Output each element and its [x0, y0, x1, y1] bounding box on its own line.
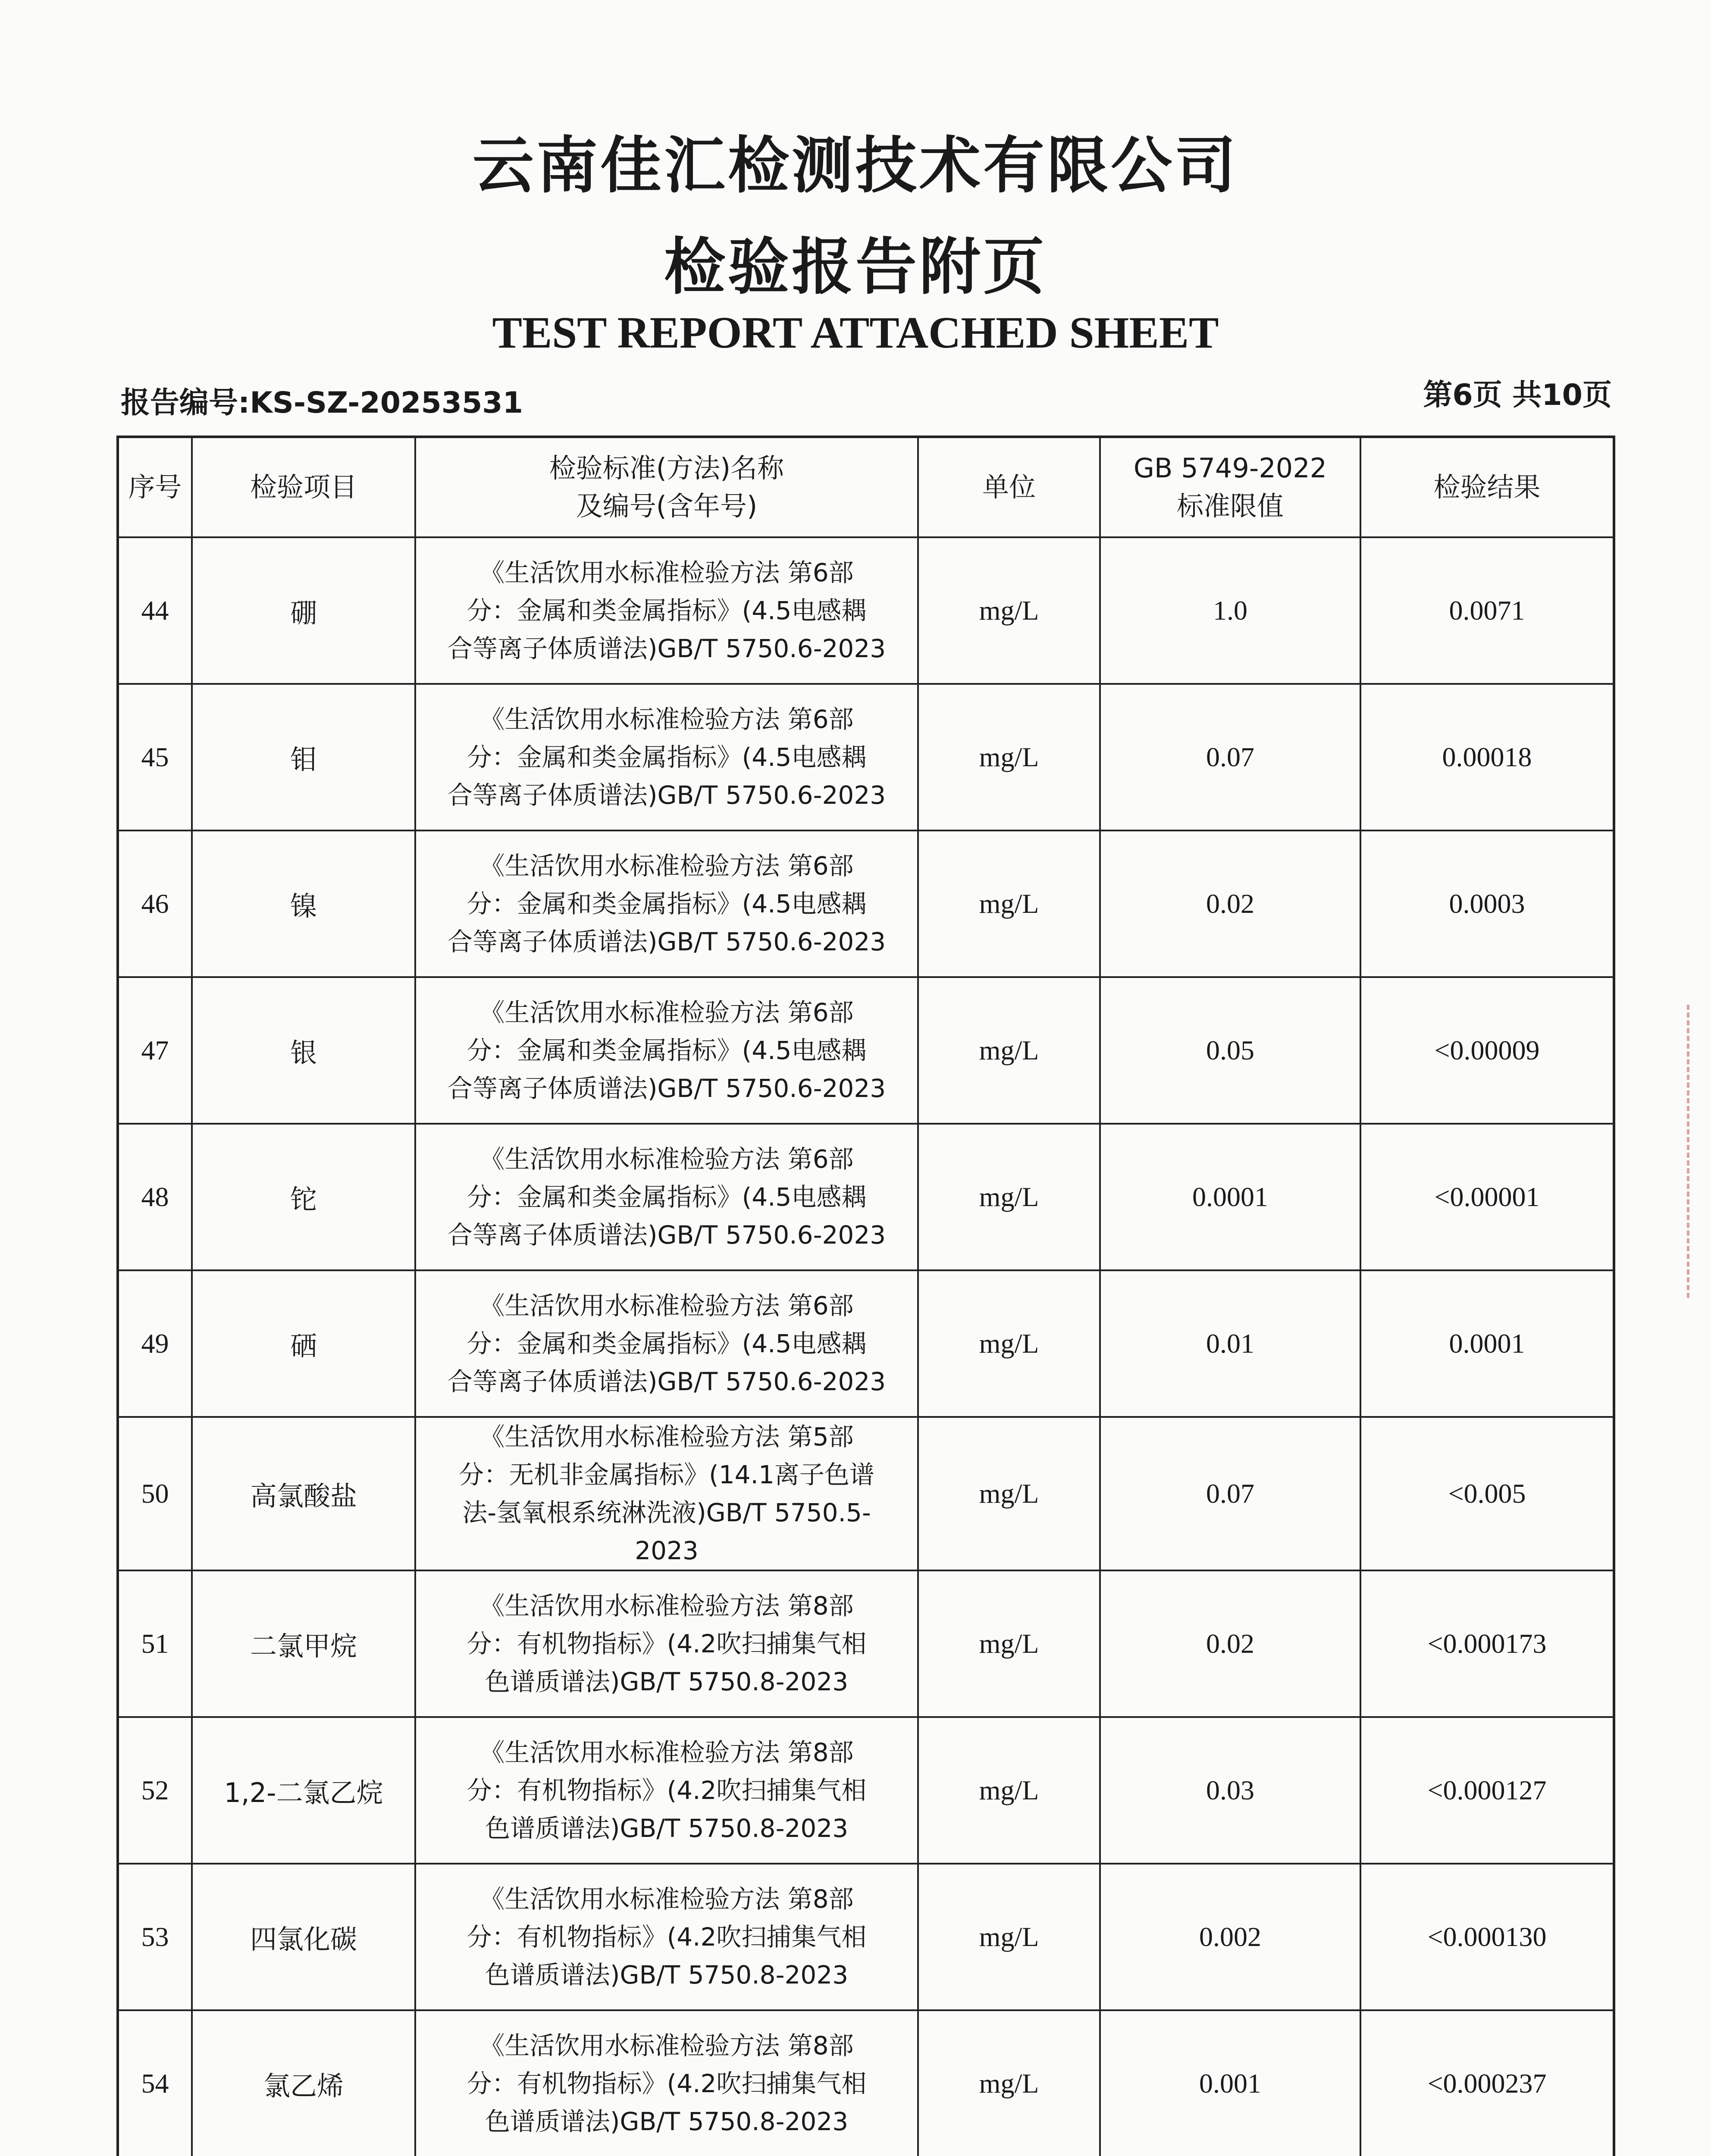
standard-line: 分：有机物指标》(4.2吹扫捕集气相 — [467, 1776, 867, 1805]
cell-unit: mg/L — [918, 1124, 1100, 1270]
standard-line: 色谱质谱法)GB/T 5750.8-2023 — [485, 1960, 849, 1990]
cell-standard — [415, 1124, 918, 1270]
cell-result: <0.00009 — [1360, 977, 1614, 1124]
standard-line: 合等离子体质谱法)GB/T 5750.6-2023 — [447, 1220, 886, 1250]
standard-line: 色谱质谱法)GB/T 5750.8-2023 — [485, 1667, 849, 1696]
cell-result: 0.0003 — [1360, 830, 1614, 977]
col-header-limit-line2: 标准限值 — [1176, 490, 1284, 522]
standard-line: 分：有机物指标》(4.2吹扫捕集气相 — [467, 2069, 867, 2098]
col-header-item: 检验项目 — [192, 437, 415, 537]
cell-item: 四氯化碳 — [192, 1864, 415, 2010]
cell-limit: 0.0001 — [1100, 1124, 1360, 1270]
standard-line: 合等离子体质谱法)GB/T 5750.6-2023 — [447, 780, 886, 810]
table-row — [118, 1717, 1614, 1864]
col-header-limit-line1: GB 5749-2022 — [1133, 452, 1327, 484]
cell-unit: mg/L — [918, 1717, 1100, 1864]
standard-line: 合等离子体质谱法)GB/T 5750.6-2023 — [447, 927, 886, 956]
cell-limit: 0.07 — [1100, 1417, 1360, 1570]
table-header-row — [118, 437, 1614, 537]
cell-item: 硼 — [192, 537, 415, 684]
cell-standard — [415, 537, 918, 684]
cell-index: 53 — [118, 1864, 192, 2010]
cell-result: 0.0001 — [1360, 1270, 1614, 1417]
table-row — [118, 1864, 1614, 2010]
table-row — [118, 537, 1614, 684]
standard-line: 法-氢氧根系统淋洗液)GB/T 5750.5- — [462, 1498, 871, 1527]
standard-line: 分：金属和类金属指标》(4.5电感耦 — [467, 743, 867, 772]
standard-line: 分：有机物指标》(4.2吹扫捕集气相 — [467, 1629, 867, 1658]
cell-result: <0.000127 — [1360, 1717, 1614, 1864]
cell-item: 镍 — [192, 830, 415, 977]
standard-line: 《生活饮用水标准检验方法 第6部 — [479, 558, 854, 587]
standard-line: 《生活饮用水标准检验方法 第8部 — [479, 2031, 854, 2060]
cell-standard — [415, 684, 918, 830]
cell-index: 50 — [118, 1417, 192, 1570]
standard-line: 分：金属和类金属指标》(4.5电感耦 — [467, 1036, 867, 1065]
standard-line: 分：无机非金属指标》(14.1离子色谱 — [459, 1460, 874, 1489]
cell-item: 二氯甲烷 — [192, 1570, 415, 1717]
cell-item: 银 — [192, 977, 415, 1124]
cell-item: 1,2-二氯乙烷 — [192, 1717, 415, 1864]
cell-limit: 0.02 — [1100, 1570, 1360, 1717]
standard-line: 《生活饮用水标准检验方法 第8部 — [479, 1591, 854, 1620]
col-header-unit: 单位 — [918, 437, 1100, 537]
cell-item: 氯乙烯 — [192, 2010, 415, 2156]
cell-item: 硒 — [192, 1270, 415, 1417]
cell-unit: mg/L — [918, 2010, 1100, 2156]
standard-line: 合等离子体质谱法)GB/T 5750.6-2023 — [447, 634, 886, 663]
table-row — [118, 2010, 1614, 2156]
standard-line: 《生活饮用水标准检验方法 第6部 — [479, 1144, 854, 1174]
report-number: 报告编号:KS-SZ-20253531 — [121, 386, 523, 420]
cell-standard — [415, 1864, 918, 2010]
col-header-standard-line2: 及编号(含年号) — [576, 490, 758, 522]
col-header-result: 检验结果 — [1360, 437, 1614, 537]
table-row — [118, 830, 1614, 977]
cell-limit: 0.001 — [1100, 2010, 1360, 2156]
standard-line: 分：有机物指标》(4.2吹扫捕集气相 — [467, 1922, 867, 1952]
standard-line: 合等离子体质谱法)GB/T 5750.6-2023 — [447, 1074, 886, 1103]
col-header-standard — [415, 437, 918, 537]
cell-result: <0.000237 — [1360, 2010, 1614, 2156]
cell-limit: 1.0 — [1100, 537, 1360, 684]
cell-limit: 0.07 — [1100, 684, 1360, 830]
standard-line: 《生活饮用水标准检验方法 第6部 — [479, 1291, 854, 1320]
cell-index: 45 — [118, 684, 192, 830]
cell-index: 47 — [118, 977, 192, 1124]
report-title-cn: 检验报告附页 — [664, 232, 1047, 303]
cell-result: <0.000173 — [1360, 1570, 1614, 1717]
cell-unit: mg/L — [918, 977, 1100, 1124]
standard-line: 《生活饮用水标准检验方法 第5部 — [479, 1422, 854, 1451]
standard-line: 《生活饮用水标准检验方法 第6部 — [479, 705, 854, 734]
standard-line: 《生活饮用水标准检验方法 第6部 — [479, 851, 854, 881]
cell-result: 0.0071 — [1360, 537, 1614, 684]
standard-line: 分：金属和类金属指标》(4.5电感耦 — [467, 889, 867, 918]
table-row — [118, 1270, 1614, 1417]
cell-standard — [415, 830, 918, 977]
table-row — [118, 977, 1614, 1124]
cell-standard — [415, 977, 918, 1124]
cell-unit: mg/L — [918, 537, 1100, 684]
cell-item: 铊 — [192, 1124, 415, 1270]
cell-index: 48 — [118, 1124, 192, 1270]
results-table — [116, 436, 1615, 2156]
cell-result: <0.00001 — [1360, 1124, 1614, 1270]
cell-unit: mg/L — [918, 684, 1100, 830]
cell-unit: mg/L — [918, 1417, 1100, 1570]
cell-standard — [415, 2010, 918, 2156]
cell-unit: mg/L — [918, 1864, 1100, 2010]
cell-result: 0.00018 — [1360, 684, 1614, 830]
standard-line: 合等离子体质谱法)GB/T 5750.6-2023 — [447, 1367, 886, 1396]
standard-line: 《生活饮用水标准检验方法 第8部 — [479, 1738, 854, 1767]
table-row — [118, 1570, 1614, 1717]
cell-limit: 0.05 — [1100, 977, 1360, 1124]
standard-line: 色谱质谱法)GB/T 5750.8-2023 — [485, 1814, 849, 1843]
cell-limit: 0.02 — [1100, 830, 1360, 977]
cell-item: 钼 — [192, 684, 415, 830]
report-title-en: TEST REPORT ATTACHED SHEET — [492, 308, 1219, 357]
cell-unit: mg/L — [918, 830, 1100, 977]
cell-limit: 0.03 — [1100, 1717, 1360, 1864]
standard-line: 分：金属和类金属指标》(4.5电感耦 — [467, 1182, 867, 1212]
cell-standard — [415, 1570, 918, 1717]
company-name: 云南佳汇检测技术有限公司 — [473, 130, 1238, 201]
col-header-standard-line1: 检验标准(方法)名称 — [549, 452, 784, 484]
standard-line: 分：金属和类金属指标》(4.5电感耦 — [467, 596, 867, 625]
cell-index: 54 — [118, 2010, 192, 2156]
cell-result: <0.000130 — [1360, 1864, 1614, 2010]
cell-index: 51 — [118, 1570, 192, 1717]
cell-index: 46 — [118, 830, 192, 977]
cell-unit: mg/L — [918, 1570, 1100, 1717]
standard-line: 分：金属和类金属指标》(4.5电感耦 — [467, 1329, 867, 1358]
cell-standard — [415, 1717, 918, 1864]
cell-standard — [415, 1417, 918, 1570]
cell-limit: 0.01 — [1100, 1270, 1360, 1417]
edge-stamp-mark — [1687, 1005, 1707, 1298]
cell-unit: mg/L — [918, 1270, 1100, 1417]
cell-limit: 0.002 — [1100, 1864, 1360, 2010]
cell-result: <0.005 — [1360, 1417, 1614, 1570]
standard-line: 2023 — [635, 1536, 699, 1565]
standard-line: 《生活饮用水标准检验方法 第6部 — [479, 998, 854, 1027]
standard-line: 色谱质谱法)GB/T 5750.8-2023 — [485, 2107, 849, 2136]
cell-index: 52 — [118, 1717, 192, 1864]
cell-index: 44 — [118, 537, 192, 684]
col-header-limit — [1100, 437, 1360, 537]
table-row — [118, 1124, 1614, 1270]
standard-line: 《生活饮用水标准检验方法 第8部 — [479, 1884, 854, 1914]
page-indicator: 第6页 共10页 — [1423, 378, 1612, 412]
cell-item: 高氯酸盐 — [192, 1417, 415, 1570]
col-header-index: 序号 — [118, 437, 192, 537]
cell-standard — [415, 1270, 918, 1417]
table-row — [118, 1417, 1614, 1570]
cell-index: 49 — [118, 1270, 192, 1417]
table-row — [118, 684, 1614, 830]
